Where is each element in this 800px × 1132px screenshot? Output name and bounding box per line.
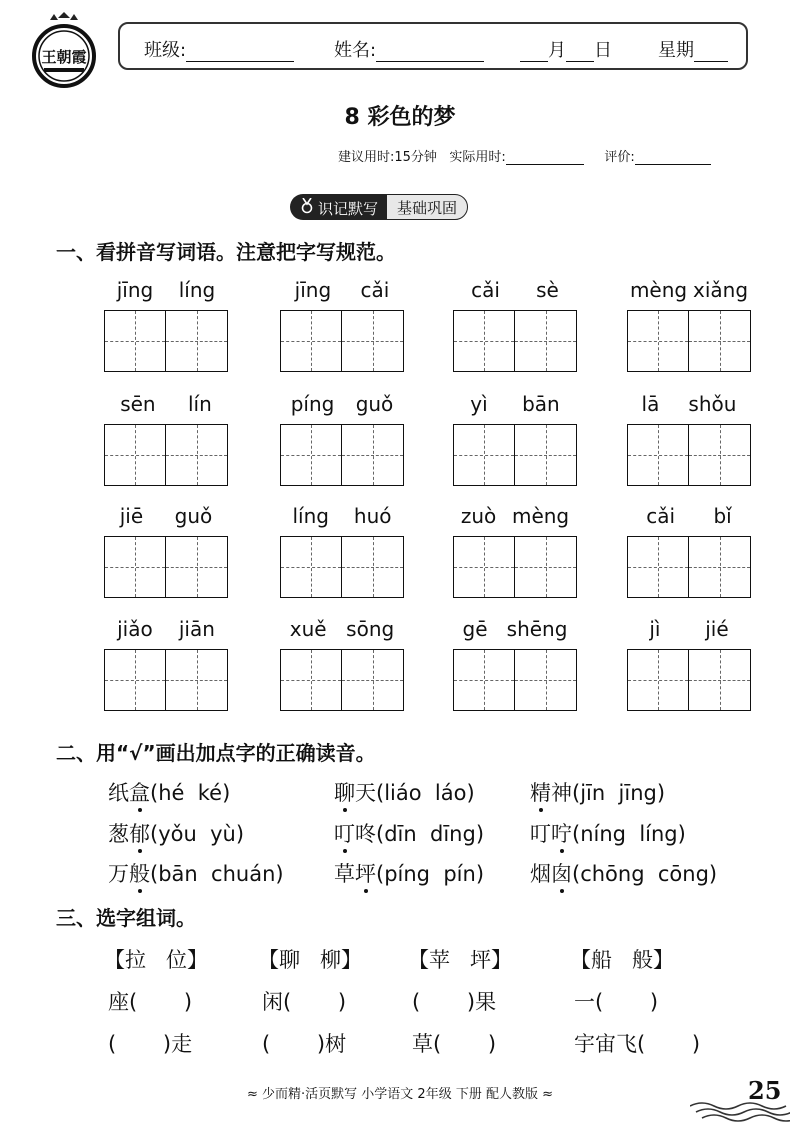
writing-cell[interactable] — [453, 649, 515, 711]
writing-cell[interactable] — [453, 424, 515, 486]
medal-icon — [300, 198, 314, 218]
writing-cell[interactable] — [342, 424, 404, 486]
writing-cell[interactable] — [342, 536, 404, 598]
rating-label: 评价: — [604, 150, 635, 165]
writing-box-pair — [627, 424, 751, 486]
writing-box-pair — [104, 536, 228, 598]
badge-light — [386, 194, 468, 220]
pinyin-syllable: bǐ — [713, 504, 732, 528]
pinyin-syllable: jiǎo — [117, 617, 153, 641]
pronunciation-item[interactable] — [108, 858, 284, 888]
writing-cell[interactable] — [280, 424, 342, 486]
writing-box-pair — [104, 649, 228, 711]
pinyin-syllable: sōng — [346, 617, 395, 641]
pinyin-syllable: cǎi — [646, 504, 676, 528]
word-char: 纸 — [108, 781, 129, 805]
writing-cell[interactable] — [166, 424, 228, 486]
pinyin-label — [104, 504, 228, 528]
writing-cell[interactable] — [627, 424, 689, 486]
pinyin-syllable: bān — [522, 392, 560, 416]
q2-heading: 二、用“√”画出加点字的正确读音。 — [56, 741, 376, 765]
pinyin-label — [280, 278, 404, 302]
reading-options[interactable]: (jīn jīng) — [572, 781, 666, 805]
pinyin-syllable: cǎi — [471, 278, 500, 302]
pinyin-label — [280, 504, 404, 528]
pinyin-label — [627, 617, 751, 641]
word-blank[interactable]: 一( ) — [574, 990, 659, 1014]
dotted-char: 般 — [129, 862, 150, 886]
word-char: 葱 — [108, 822, 129, 846]
pinyin-syllable: mèng — [629, 278, 688, 302]
section-badge — [290, 194, 468, 220]
writing-box-pair — [627, 536, 751, 598]
pinyin-label — [280, 392, 404, 416]
writing-cell[interactable] — [627, 649, 689, 711]
pinyin-syllable: líng — [292, 504, 329, 528]
writing-cell[interactable] — [689, 649, 751, 711]
dotted-char: 坪 — [355, 862, 376, 886]
word-char: 咚 — [355, 822, 376, 846]
writing-box-pair — [627, 649, 751, 711]
pinyin-syllable: lā — [641, 392, 660, 416]
pinyin-syllable: jīng — [294, 278, 332, 302]
q1-heading: 一、看拼音写词语。注意把字写规范。 — [56, 240, 396, 264]
pinyin-syllable: xiǎng — [693, 278, 749, 302]
writing-cell[interactable] — [104, 536, 166, 598]
word-blank[interactable]: 草( ) — [412, 1032, 497, 1056]
writing-cell[interactable] — [627, 536, 689, 598]
pronunciation-item[interactable] — [334, 818, 484, 848]
pinyin-label — [104, 278, 228, 302]
char-choice-group: 【拉 位】 — [104, 948, 209, 972]
suggested-time: 建议用时:15分钟 — [338, 150, 437, 165]
writing-cell[interactable] — [515, 310, 577, 372]
pinyin-syllable: zuò — [460, 504, 497, 528]
pinyin-syllable: yì — [470, 392, 488, 416]
writing-cell[interactable] — [280, 649, 342, 711]
footer-text: ≈ 少而精·活页默写 小学语文 2年级 下册 配人教版 ≈ — [247, 1087, 553, 1102]
reading-options[interactable]: (píng pín) — [376, 862, 485, 886]
writing-cell[interactable] — [342, 310, 404, 372]
pinyin-syllable: sè — [536, 278, 559, 302]
pinyin-syllable: shēng — [506, 617, 568, 641]
reading-options[interactable]: (hé ké) — [150, 781, 231, 805]
writing-cell[interactable] — [515, 649, 577, 711]
word-blank[interactable]: ( )果 — [412, 990, 497, 1014]
writing-box-pair — [453, 649, 577, 711]
word-blank[interactable]: 座( ) — [108, 990, 193, 1014]
pinyin-syllable: guǒ — [355, 392, 394, 416]
reading-options[interactable]: (níng líng) — [572, 822, 686, 846]
writing-box-pair — [280, 536, 404, 598]
pinyin-label — [453, 617, 577, 641]
writing-cell[interactable] — [104, 649, 166, 711]
writing-cell[interactable] — [104, 424, 166, 486]
pinyin-syllable: cǎi — [360, 278, 390, 302]
writing-box-pair — [453, 310, 577, 372]
pinyin-syllable: lín — [187, 392, 212, 416]
word-char: 烟 — [530, 862, 551, 886]
class-label: 班级: — [144, 40, 187, 61]
writing-cell[interactable] — [166, 536, 228, 598]
word-char: 草 — [334, 862, 355, 886]
word-char: 万 — [108, 862, 129, 886]
reading-options[interactable]: (yǒu yù) — [150, 822, 245, 846]
writing-cell[interactable] — [166, 649, 228, 711]
writing-box-pair — [104, 424, 228, 486]
writing-cell[interactable] — [689, 310, 751, 372]
word-blank[interactable]: 宇宙飞( ) — [574, 1032, 701, 1056]
pinyin-syllable: mèng — [511, 504, 570, 528]
writing-cell[interactable] — [515, 536, 577, 598]
badge-dark — [290, 194, 386, 220]
pinyin-syllable: jīng — [116, 278, 154, 302]
pinyin-syllable: jiān — [178, 617, 215, 641]
writing-box-pair — [280, 424, 404, 486]
pronunciation-item[interactable] — [530, 818, 686, 848]
dotted-char: 精 — [530, 781, 551, 805]
char-choice-group: 【聊 柳】 — [258, 948, 363, 972]
writing-box-pair — [627, 310, 751, 372]
q3-heading: 三、选字组词。 — [56, 906, 196, 930]
reading-options[interactable]: (chōng cōng) — [572, 862, 718, 886]
rating-blank[interactable] — [635, 150, 711, 165]
pinyin-syllable: líng — [178, 278, 216, 302]
writing-cell[interactable] — [280, 310, 342, 372]
dotted-char: 咛 — [551, 822, 572, 846]
writing-cell[interactable] — [166, 310, 228, 372]
writing-cell[interactable] — [104, 310, 166, 372]
writing-cell[interactable] — [280, 536, 342, 598]
name-field[interactable] — [334, 36, 484, 62]
lesson-title: 8 彩色的梦 — [344, 105, 456, 130]
weekday-field[interactable] — [658, 36, 728, 62]
dotted-char: 叮 — [334, 822, 355, 846]
writing-cell[interactable] — [342, 649, 404, 711]
class-field[interactable] — [144, 36, 294, 62]
pinyin-label — [627, 278, 751, 302]
reading-options[interactable]: (liáo láo) — [376, 781, 475, 805]
pinyin-syllable: jiē — [119, 504, 144, 528]
weekday-label: 星期 — [658, 40, 694, 61]
reading-options[interactable]: (dīn dīng) — [376, 822, 485, 846]
dotted-char: 郁 — [129, 822, 150, 846]
dotted-char: 囱 — [551, 862, 572, 886]
word-char: 神 — [551, 781, 572, 805]
day-label: 日 — [594, 40, 612, 61]
writing-box-pair — [280, 649, 404, 711]
pinyin-label — [627, 504, 751, 528]
dotted-char: 盒 — [129, 781, 150, 805]
pinyin-label — [104, 617, 228, 641]
pinyin-syllable: shǒu — [688, 392, 737, 416]
word-blank[interactable]: ( )树 — [262, 1032, 347, 1056]
page-number: 25 — [748, 1076, 782, 1105]
word-blank[interactable]: 闲( ) — [262, 990, 347, 1014]
student-info-bar — [118, 22, 748, 70]
pinyin-syllable: píng — [290, 392, 335, 416]
actual-time-label: 实际用时: — [449, 150, 506, 165]
pronunciation-item[interactable] — [530, 858, 717, 888]
word-blank[interactable]: ( )走 — [108, 1032, 193, 1056]
badge-light-label: 基础巩固 — [397, 198, 458, 217]
pinyin-syllable: sēn — [120, 392, 156, 416]
svg-text:王朝霞: 王朝霞 — [41, 48, 87, 66]
pinyin-syllable: guǒ — [174, 504, 213, 528]
pronunciation-item[interactable] — [108, 777, 230, 807]
pinyin-label — [453, 504, 577, 528]
writing-cell[interactable] — [689, 536, 751, 598]
pronunciation-item[interactable] — [530, 777, 665, 807]
pinyin-label — [104, 392, 228, 416]
pinyin-syllable: jié — [705, 617, 729, 641]
writing-box-pair — [453, 424, 577, 486]
word-char: 叮 — [530, 822, 551, 846]
writing-box-pair — [453, 536, 577, 598]
pinyin-syllable: jì — [649, 617, 661, 641]
pinyin-label — [280, 617, 404, 641]
month-label: 月 — [548, 40, 566, 61]
actual-time-blank[interactable] — [506, 150, 584, 165]
name-label: 姓名: — [334, 40, 377, 61]
writing-cell[interactable] — [453, 310, 515, 372]
badge-dark-label: 识记默写 — [318, 199, 379, 218]
writing-cell[interactable] — [515, 424, 577, 486]
pinyin-label — [453, 392, 577, 416]
pinyin-label — [453, 278, 577, 302]
reading-options[interactable]: (bān chuán) — [150, 862, 284, 886]
writing-cell[interactable] — [627, 310, 689, 372]
writing-cell[interactable] — [453, 536, 515, 598]
pronunciation-item[interactable] — [334, 858, 484, 888]
pinyin-syllable: huó — [353, 504, 392, 528]
word-char: 天 — [355, 781, 376, 805]
brand-logo — [28, 12, 100, 88]
pronunciation-item[interactable] — [108, 818, 244, 848]
pinyin-syllable: xuě — [289, 617, 327, 641]
char-choice-group: 【船 般】 — [570, 948, 675, 972]
writing-cell[interactable] — [689, 424, 751, 486]
char-choice-group: 【苹 坪】 — [408, 948, 513, 972]
writing-box-pair — [280, 310, 404, 372]
pronunciation-item[interactable] — [334, 777, 475, 807]
time-row — [338, 146, 711, 165]
pinyin-syllable: gē — [462, 617, 488, 641]
dotted-char: 聊 — [334, 781, 355, 805]
wave-decoration — [690, 1100, 790, 1122]
pinyin-label — [627, 392, 751, 416]
date-field[interactable] — [520, 36, 612, 62]
writing-box-pair — [104, 310, 228, 372]
